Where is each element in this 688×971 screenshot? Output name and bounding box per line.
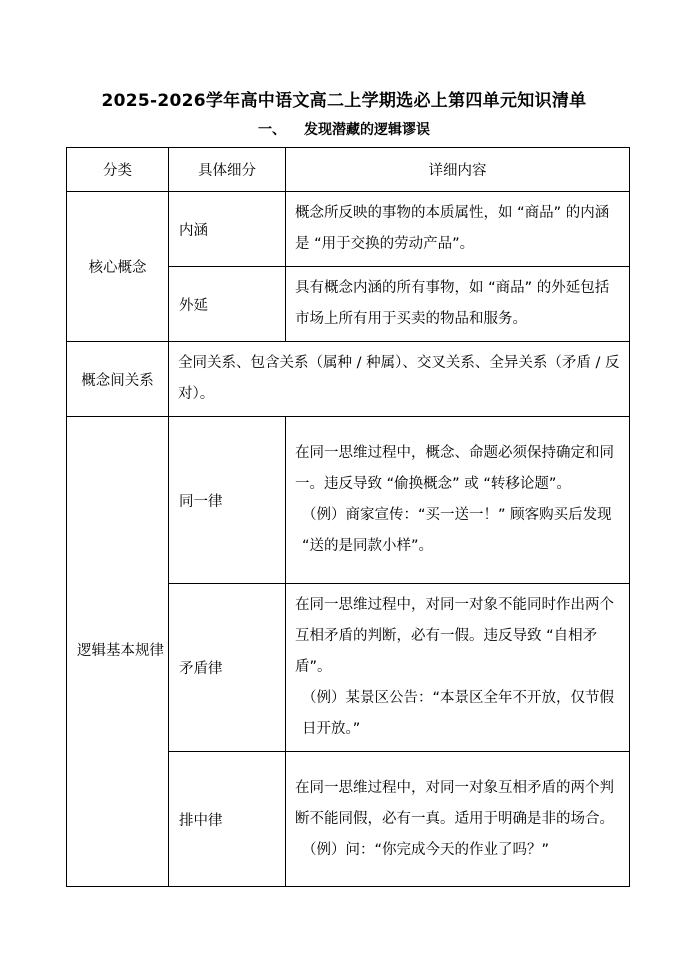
table-row — [67, 417, 630, 584]
document-title: 2025-2026学年高中语文高二上学期选必上第四单元知识清单 — [101, 91, 587, 111]
detail-cell — [286, 752, 630, 887]
category-concept-relations: 概念间关系 — [67, 342, 169, 417]
detail-cell: 全同关系、包含关系（属种 / 种属）、交叉关系、全异关系（矛盾 / 反对）。 — [169, 342, 630, 417]
example-text: （例）商家宣传：“买一送一！” 顾客购买后发现 “送的是同款小样”。 — [302, 507, 612, 554]
table-row — [67, 192, 630, 267]
table-header-row — [67, 148, 630, 192]
header-subcategory: 具体细分 — [169, 148, 286, 192]
example-text: （例）某景区公告：“本景区全年不开放，仅节假日开放。” — [302, 690, 615, 737]
section-heading — [258, 119, 430, 139]
table-row — [67, 342, 630, 417]
header-category: 分类 — [67, 148, 169, 192]
category-core-concept: 核心概念 — [67, 192, 169, 342]
example-text: （例）问：“你完成今天的作业了吗？” — [302, 841, 550, 858]
header-detail: 详细内容 — [286, 148, 630, 192]
knowledge-table — [66, 147, 630, 887]
section-number: 一、 — [258, 122, 286, 138]
subcategory-cell: 排中律 — [169, 752, 286, 887]
detail-text: 在同一思维过程中，对同一对象不能同时作出两个互相矛盾的判断，必有一假。违反导致 “自相矛盾”。 — [295, 597, 614, 675]
subcategory-cell: 矛盾律 — [169, 584, 286, 752]
detail-cell: 具有概念内涵的所有事物，如 “商品” 的外延包括市场上所有用于买卖的物品和服务。 — [286, 267, 630, 342]
detail-cell — [286, 417, 630, 584]
detail-cell — [286, 584, 630, 752]
subcategory-cell: 外延 — [169, 267, 286, 342]
detail-text: 在同一思维过程中，概念、命题必须保持确定和同一。违反导致 “偷换概念” 或 “转移论题”。 — [295, 445, 614, 492]
section-title: 发现潜藏的逻辑谬误 — [304, 122, 430, 138]
subcategory-cell: 内涵 — [169, 192, 286, 267]
subcategory-cell: 同一律 — [169, 417, 286, 584]
detail-cell: 概念所反映的事物的本质属性，如 “商品” 的内涵是 “用于交换的劳动产品”。 — [286, 192, 630, 267]
detail-text: 在同一思维过程中，对同一对象互相矛盾的两个判断不能同假，必有一真。适用于明确是非的场合。 — [295, 779, 614, 827]
category-logic-laws: 逻辑基本规律 — [67, 417, 169, 887]
